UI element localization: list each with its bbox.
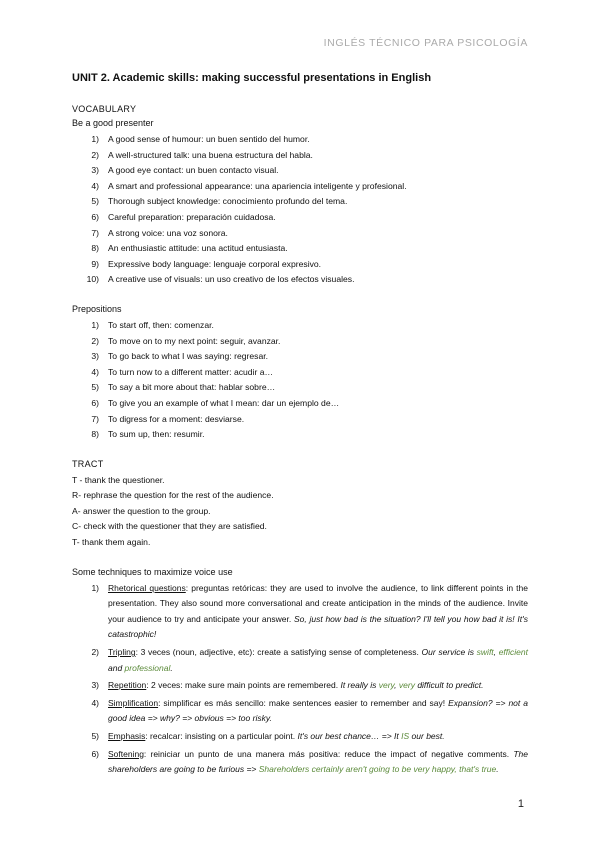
list-item: 1) To start off, then: comenzar. [91, 319, 214, 330]
term: Softening [108, 748, 144, 759]
highlight: IS [401, 731, 410, 741]
list-item: 4) A smart and professional appearance: una apariencia inteligente y profesional. [91, 180, 407, 191]
highlight: efficient [498, 647, 528, 658]
vocabulary-heading: VOCABULARY [72, 104, 137, 114]
list-item: 6) Careful preparation: preparación cuidadosa. [91, 211, 276, 222]
prepositions-list [72, 318, 528, 443]
list-item: 2) To move on to my next point: seguir, avanzar. [91, 335, 281, 346]
example: Expansion? => not a good idea => why? => obvious => too risky. [108, 697, 528, 724]
technique-simplification: 4) Simplification: simplificar es más sencillo: make sentences easier to remember and say! Expansion? => not a good idea => why? => obvious => too risky. [91, 697, 528, 724]
highlight: very [398, 680, 415, 691]
term: Repetition [108, 680, 147, 691]
running-header: INGLÉS TÉCNICO PARA PSICOLOGÍA [323, 37, 528, 49]
list-item: 4) To turn now to a different matter: acudir a… [91, 366, 274, 377]
document-body [72, 72, 528, 780]
technique-tripling: 2) Tripling: 3 veces (noun, adjective, etc): create a satisfying sense of completeness. Our service is swift, efficient and professional. [91, 647, 528, 673]
tract-line: R- rephrase the question for the rest of the audience. [72, 490, 274, 501]
highlight: very [378, 680, 395, 691]
term: Rhetorical questions [108, 582, 186, 593]
list-item: 8) An enthusiastic attitude: una actitud entusiasta. [91, 243, 288, 254]
list-item: 2) A well-structured talk: una buena estructura del habla. [91, 149, 313, 160]
list-item: 9) Expressive body language: lenguaje corporal expresivo. [91, 258, 322, 269]
list-item: 7) To digress for a moment: desviarse. [91, 413, 245, 424]
unit-title: UNIT 2. Academic skills: making successful presentations in English [72, 72, 432, 84]
example: So, just how bad is the situation? I'll tell you how bad it is! It's catastrophic! [108, 613, 529, 640]
tract-line: T- thank them again. [72, 537, 151, 548]
techniques-heading: Some techniques to maximize voice use [72, 566, 233, 577]
vocabulary-list [72, 132, 528, 288]
technique-rhetorical-questions: 1) Rhetorical questions: preguntas retóricas: they are used to involve the audience, to link different points in the presentation. They also sound more conversational and create anticipation in the minds of the audience. Invite your audience to try and anticipate your answer. So, just how bad is the situation? I'll tell you how bad it is! It's catastrophic! [91, 582, 529, 640]
list-item: 3) To go back to what I was saying: regresar. [91, 351, 269, 362]
tract-line: T - thank the questioner. [72, 474, 165, 485]
tract-heading: TRACT [72, 458, 104, 469]
technique-emphasis: 5) Emphasis: recalcar: insisting on a particular point. It's our best chance… => It IS our best. [91, 731, 445, 741]
highlight: professional [124, 662, 171, 673]
list-item: 5) Thorough subject knowledge: conocimiento profundo del tema. [91, 196, 348, 207]
highlight: swift [476, 647, 494, 658]
technique-repetition: 3) Repetition: 2 veces: make sure main points are remembered. It really is very, very difficult to predict. [91, 680, 484, 691]
list-item: 5) To say a bit more about that: hablar sobre… [91, 382, 276, 393]
list-item: 3) A good eye contact: un buen contacto visual. [91, 165, 279, 176]
highlight: Shareholders certainly aren't going to be very happy, that's true [258, 764, 497, 775]
list-item: 7) A strong voice: una voz sonora. [91, 227, 228, 238]
list-item: 8) To sum up, then: resumir. [91, 429, 205, 440]
term: Emphasis [108, 731, 146, 741]
prepositions-heading: Prepositions [72, 303, 122, 314]
techniques-list [72, 581, 528, 778]
tract-block [72, 473, 528, 551]
page-number: 1 [517, 798, 524, 810]
list-item: 1) A good sense of humour: un buen sentido del humor. [91, 134, 310, 144]
term: Tripling [108, 647, 136, 658]
list-item: 6) To give you an example of what I mean: dar un ejemplo de… [91, 397, 340, 408]
tract-line: C- check with the questioner that they are satisfied. [72, 521, 267, 532]
tract-line: A- answer the question to the group. [72, 505, 211, 516]
list-item: 10) A creative use of visuals: un uso creativo de los efectos visuales. [86, 274, 355, 285]
technique-softening: 6) Softening: reiniciar un punto de una manera más positiva: reduce the impact of negative comments. The shareholders are going to be furious => Shareholders certainly aren't going to be very happy, that's true. [91, 748, 528, 775]
vocabulary-subheading: Be a good presenter [72, 118, 154, 128]
term: Simplification [108, 697, 159, 708]
